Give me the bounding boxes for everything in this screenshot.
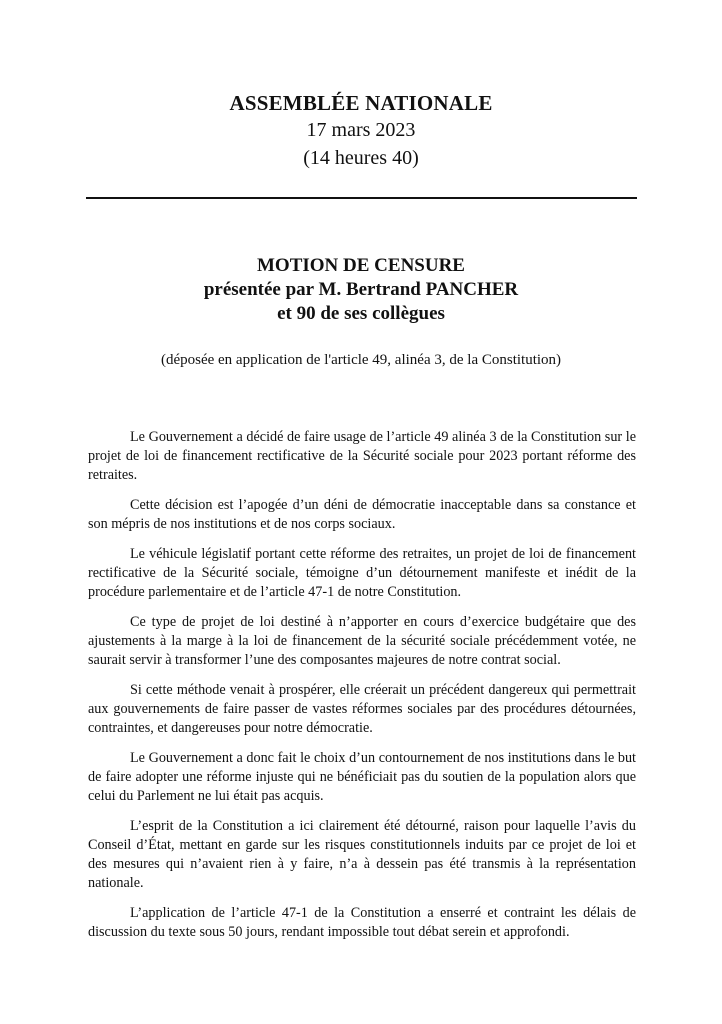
motion-title <box>0 254 722 326</box>
motion-title-line-3: et 90 de ses collègues <box>277 303 445 324</box>
motion-subtitle: (déposée en application de l'article 49, alinéa 3, de la Constitution) <box>160 352 562 368</box>
body-paragraph: Le Gouvernement a donc fait le choix d’un contournement de nos institutions dans le but de faire adopter une réforme injuste qui ne bénéficiait pas du soutien de la population alors que celui du Parlement ne lui était pas acquis. <box>88 750 636 804</box>
body-paragraph: Ce type de projet de loi destiné à n’apporter en cours d’exercice budgétaire que des ajustements à la marge à la loi de financement de la sécurité sociale précédemment votée, ne saurait servir à transformer l’une des composantes majeures de notre contrat social. <box>88 614 636 668</box>
document-header <box>0 90 722 172</box>
body-paragraph: Cette décision est l’apogée d’un déni de démocratie inacceptable dans sa constance et son mépris de nos institutions et de nos corps sociaux. <box>88 497 636 532</box>
body-paragraph: Si cette méthode venait à prospérer, elle créerait un précédent dangereux qui permettrait aux gouvernements de faire passer de vastes réformes sociales par des procédures détournées, contraintes, et dangereuses pour notre démocratie. <box>88 682 636 736</box>
motion-title-line-1: MOTION DE CENSURE <box>257 255 465 276</box>
motion-body <box>88 428 636 953</box>
header-divider <box>86 197 637 199</box>
assembly-name: ASSEMBLÉE NATIONALE <box>229 91 493 115</box>
body-paragraph: Le Gouvernement a décidé de faire usage de l’article 49 alinéa 3 de la Constitution sur le projet de loi de financement rectificative de la Sécurité sociale pour 2023 portant réforme des retraites. <box>88 429 636 483</box>
motion-title-line-2: présentée par M. Bertrand PANCHER <box>203 279 519 300</box>
body-paragraph: Le véhicule législatif portant cette réforme des retraites, un projet de loi de financement rectificative de la Sécurité sociale, témoigne d’un détournement manifeste et inédit de la procédure parlementaire et de l’article 47-1 de notre Constitution. <box>88 546 636 600</box>
filing-date: 17 mars 2023 <box>306 119 416 141</box>
body-paragraph: L’esprit de la Constitution a ici clairement été détourné, raison pour laquelle l’avis du Conseil d’État, mettant en garde sur les risques constitutionnels induits par ce projet de loi et des mesures qui n’avaient rien à y faire, n’a à dessein pas été transmis à la représentation nationale. <box>88 818 636 891</box>
filing-time: (14 heures 40) <box>303 147 419 169</box>
body-paragraph: L’application de l’article 47-1 de la Constitution a enserré et contraint les délais de discussion du texte sous 50 jours, rendant impossible tout débat serein et approfondi. <box>88 905 636 940</box>
